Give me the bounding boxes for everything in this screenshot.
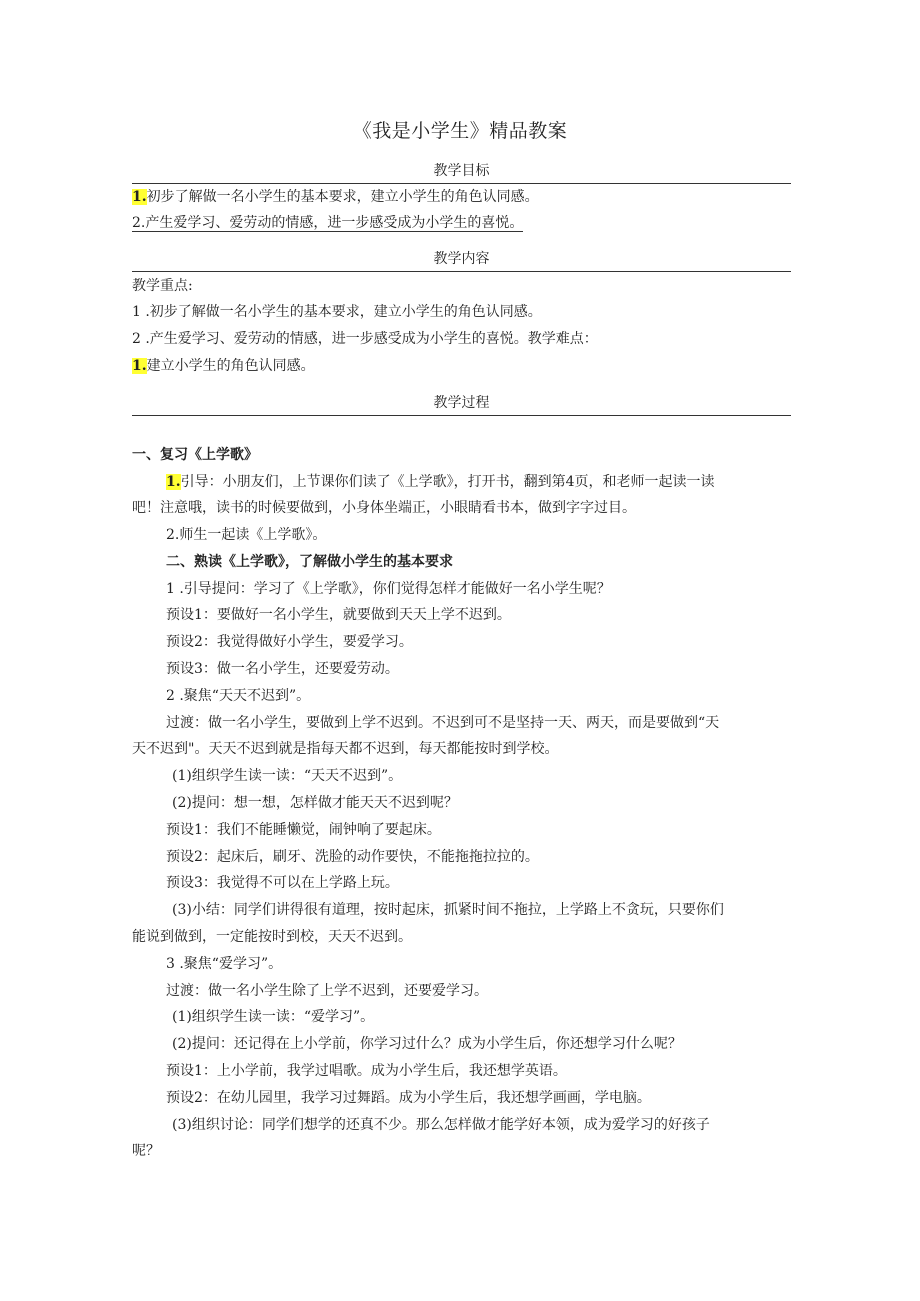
goal-item-1-number: 1. — [132, 189, 147, 205]
goal-item-1-text: 初步了解做一名小学生的基本要求，建立小学生的角色认同感。 — [146, 189, 539, 205]
page-title: 《我是小学生》精品教案 — [352, 120, 568, 142]
part2-title: 二、熟读《上学歌》，了解做小学生的基本要求 — [166, 554, 453, 570]
process-line: 预设1：我们不能睡懒觉，闹钟响了要起床。 — [166, 822, 441, 838]
process-line: (3)组织讨论：同学们想学的还真不少。那么怎样做才能学好本领，成为爱学习的好孩子 — [172, 1117, 710, 1133]
goal-item-2-text: 2.产生爱学习、爱劳动的情感，进一步感受成为小学生的喜悦。 — [132, 215, 524, 231]
process-line: (2)提问：想一想，怎样做才能天天不迟到呢？ — [172, 795, 458, 811]
part1-para1 — [166, 472, 715, 492]
process-line: 天不迟到"。天天不迟到就是指每天都不迟到，每天都能按时到学校。 — [132, 741, 559, 757]
section-heading-content: 教学内容 — [132, 248, 791, 272]
difficulty-item-1-number: 1. — [132, 358, 147, 374]
process-line: (3)小结：同学们讲得很有道理，按时起床，抓紧时间不拖拉，上学路上不贪玩，只要你们 — [172, 902, 724, 918]
part1-para1-number: 1. — [166, 474, 181, 490]
process-line: 预设3：我觉得不可以在上学路上玩。 — [166, 875, 399, 891]
process-line: 1 .引导提问：学习了《上学歌》，你们觉得怎样才能做好一名小学生呢？ — [166, 581, 611, 597]
key-point-2: 2 .产生爱学习、爱劳动的情感，进一步感受成为小学生的喜悦。教学难点： — [132, 331, 598, 347]
process-line: 能说到做到，一定能按时到校，天天不迟到。 — [132, 929, 412, 945]
process-line: 3 .聚焦“爱学习”。 — [166, 956, 283, 972]
process-line: 预设3：做一名小学生，还要爱劳动。 — [166, 661, 399, 677]
key-points-label: 教学重点: — [132, 278, 193, 294]
goal-item-2 — [132, 213, 523, 233]
part1-title: 一、复习《上学歌》 — [132, 447, 258, 463]
process-line: 预设1：上小学前，我学过唱歌。成为小学生后，我还想学英语。 — [166, 1063, 567, 1079]
process-line: 预设2：在幼儿园里，我学习过舞蹈。成为小学生后，我还想学画画，学电脑。 — [166, 1090, 651, 1106]
process-line: (1)组织学生读一读：“天天不迟到”。 — [172, 768, 403, 784]
difficulty-item-1 — [132, 356, 315, 376]
section-heading-goals: 教学目标 — [132, 160, 791, 184]
process-line: 2 .聚焦“天天不迟到”。 — [166, 688, 311, 704]
part1-para1-text: 引导：小朋友们，上节课你们读了《上学歌》，打开书，翻到第4页，和老师一起读一读 — [180, 474, 715, 490]
process-line: 过渡：做一名小学生除了上学不迟到，还要爱学习。 — [166, 983, 488, 999]
process-line: 过渡：做一名小学生，要做到上学不迟到。不迟到可不是坚持一天、两天，而是要做到“天 — [166, 715, 720, 731]
process-line: 呢？ — [132, 1143, 160, 1159]
difficulty-item-1-text: 建立小学生的角色认同感。 — [146, 358, 315, 374]
process-line: (1)组织学生读一读：“爱学习”。 — [172, 1009, 375, 1025]
process-line: 预设2：我觉得做好小学生，要爱学习。 — [166, 634, 413, 650]
part1-para2: 2.师生一起读《上学歌》。 — [166, 527, 327, 543]
section-heading-process: 教学过程 — [132, 392, 791, 416]
part1-para1-cont: 吧！注意哦，读书的时候要做到，小身体坐端正，小眼睛看书本，做到字字过目。 — [132, 500, 636, 516]
process-line: 预设2：起床后，刷牙、洗脸的动作要快，不能拖拖拉拉的。 — [166, 849, 539, 865]
key-point-1: 1 .初步了解做一名小学生的基本要求，建立小学生的角色认同感。 — [132, 304, 542, 320]
goal-item-1 — [132, 187, 539, 207]
process-line: 预设1：要做好一名小学生，就要做到天天上学不迟到。 — [166, 607, 511, 623]
process-line: (2)提问：还记得在上小学前，你学习过什么？成为小学生后，你还想学习什么呢？ — [172, 1036, 682, 1052]
